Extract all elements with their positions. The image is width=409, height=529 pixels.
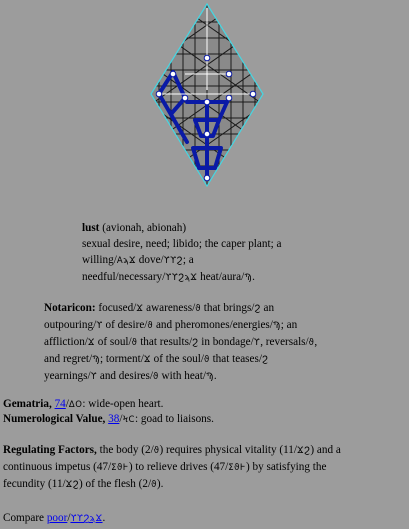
- gematria-link[interactable]: 74: [54, 398, 66, 410]
- glyph-text: Ϫ: [143, 355, 151, 365]
- glyph-text: ϪϨ: [65, 480, 80, 490]
- compare-line: Compare poor/ϒϒϨϡϪ.: [3, 512, 106, 524]
- glyph-text: ϒϒϨ: [163, 256, 183, 266]
- glyph-text: ϑ: [131, 338, 138, 348]
- glyph-text: ϒ: [90, 372, 98, 382]
- regulating-line-3: fecundity (11/ϪϨ) of the flesh (2/ϑ).: [3, 478, 164, 490]
- notaricon-section: [44, 300, 402, 385]
- glyph-text: ϑ: [153, 446, 160, 456]
- glyph-text[interactable]: ϒϒϨϡϪ: [70, 514, 103, 524]
- glyph-text: ϒϒϨϡϪ: [165, 273, 198, 283]
- definition-line-1: sexual desire, need; libido; the caper plant; a: [82, 238, 282, 250]
- glyph-text: ϒ: [96, 321, 103, 331]
- definition-line-3: needful/necessary/ϒϒϨϡϪ heat/aura/Ϡ.: [82, 271, 255, 283]
- glyph-text: ϑ: [308, 338, 315, 348]
- headword: lust: [82, 222, 100, 234]
- glyph-text: ΔΟ: [68, 400, 83, 410]
- glyph-text: ΑϡϪ: [116, 256, 136, 266]
- dictionary-entry: [82, 220, 402, 286]
- notaricon-line-4: and regret/Ϡ; torment/Ϫ of the soul/ϑ that teases/Ϩ: [44, 353, 269, 365]
- glyph-text: Ϡ: [244, 273, 253, 283]
- regulating-factors: [3, 442, 405, 493]
- notaricon-line-1: Notaricon: focused/Ϫ awareness/ϑ that brings/Ϩ an: [44, 302, 275, 314]
- glyph-text: ΣϑͰ: [111, 463, 129, 473]
- glyph-text: ϑ: [204, 355, 210, 365]
- glyph-text: ϪϨ: [297, 446, 311, 456]
- glyph-text: ΣϑͰ: [228, 463, 246, 473]
- glyph-text: ϑ: [152, 372, 159, 382]
- regulating-line-2: continuous impetus (47/ΣϑͰ) to relieve drives (47/ΣϑͰ) by satisfying the: [3, 461, 327, 473]
- compare-link[interactable]: poor: [46, 512, 68, 524]
- notaricon-line-5: yearnings/ϒ and desires/ϑ with heat/Ϡ.: [44, 370, 217, 382]
- notaricon-line-2: outpouring/ϒ of desire/ϑ and pheromones/energies/Ϡ; an: [44, 319, 298, 331]
- glyph-text: ϒ: [253, 338, 261, 348]
- glyph-text: Ϫ: [136, 304, 144, 314]
- glyph-text: ϑ: [151, 480, 157, 490]
- glyph-text: Ϩ: [261, 355, 269, 365]
- numerological-label: Numerological Value,: [3, 413, 106, 425]
- glyph-text: ϑ: [147, 321, 154, 331]
- gematria-line: Gematria, 74/ΔΟ: wide-open heart.: [3, 398, 164, 410]
- notaricon-line-3: affliction/Ϫ of soul/ϑ that results/Ϩ in bondage/ϒ, reversals/ϑ,: [44, 336, 318, 348]
- glyph-text: Ϩ: [254, 304, 261, 314]
- glyph-text: ϑ: [195, 304, 201, 314]
- numerological-link[interactable]: 38: [108, 413, 120, 425]
- notaricon-label: Notaricon:: [44, 302, 96, 314]
- numerological-line: Numerological Value, 38/ϞϹ: goad to liaisons.: [3, 413, 214, 425]
- glyph-text: ϞϹ: [122, 415, 135, 425]
- regulating-label: Regulating Factors,: [3, 444, 97, 456]
- definition-line-2: willing/ΑϡϪ dove/ϒϒϨ; a: [82, 254, 194, 266]
- glyph-text: Ϡ: [272, 321, 281, 331]
- glyph-text: Ϡ: [205, 372, 214, 382]
- glyph-text: Ϫ: [87, 338, 95, 348]
- tree-of-life-diamond-icon: [149, 2, 265, 188]
- glyph-text: Ϡ: [92, 355, 101, 365]
- gematria-label: Gematria,: [3, 398, 52, 410]
- glyph-text: Ϩ: [192, 338, 199, 348]
- regulating-line-1: Regulating Factors, the body (2/ϑ) requires physical vitality (11/ϪϨ) and a: [3, 444, 341, 456]
- entry-headline: [82, 220, 402, 236]
- headword-variants: (avionah, abionah): [102, 222, 187, 234]
